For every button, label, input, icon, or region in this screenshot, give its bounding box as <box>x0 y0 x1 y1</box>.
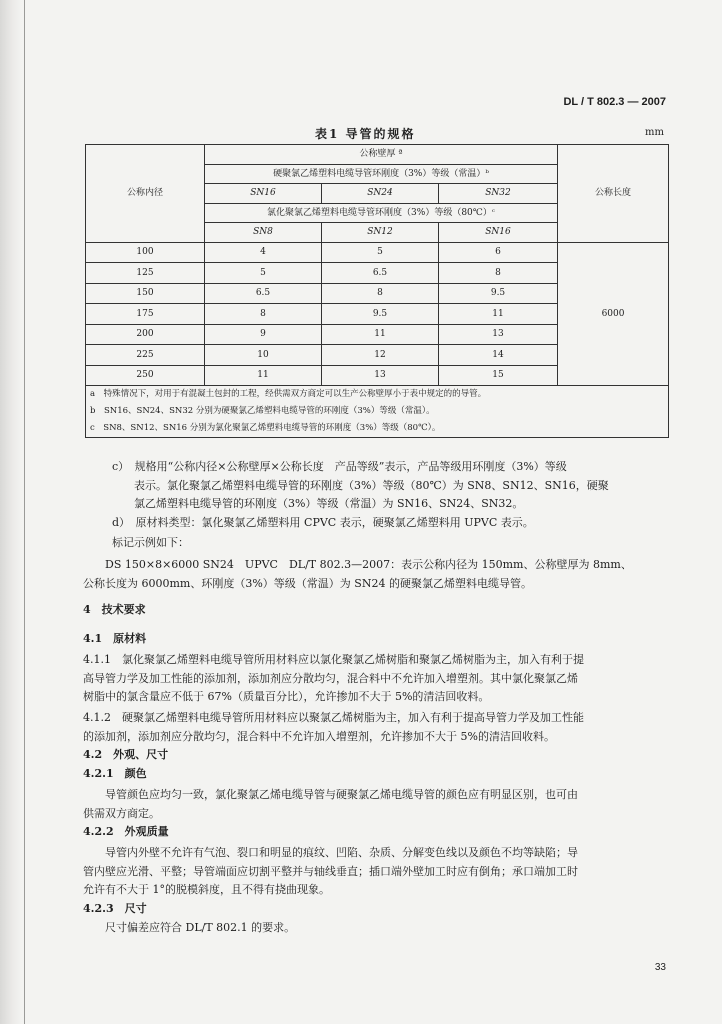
row-value: 9.5 <box>322 304 439 325</box>
table-unit: mm <box>645 127 664 138</box>
row-value: 12 <box>322 345 439 366</box>
clause-line: 高导管力学及加工性能的添加剂，添加剂应分散均匀，混合料中不允许加入增塑剂。其中氯化聚氯乙烯 <box>83 671 578 685</box>
row-value: 9 <box>205 324 322 345</box>
row-diameter: 225 <box>86 345 205 366</box>
clause-line: 4.1.2 硬聚氯乙烯塑料电缆导管所用材料应以聚氯乙烯树脂为主，加入有利于提高导管力学及加工性能 <box>83 711 584 724</box>
row-value: 6 <box>439 242 558 263</box>
header-nominal-thickness: 公称壁厚 ª <box>205 145 558 165</box>
row-diameter: 250 <box>86 365 205 386</box>
row-value: 6.5 <box>322 263 439 284</box>
cpvc-grade: SN8 <box>205 223 322 243</box>
row-value: 9.5 <box>439 283 558 304</box>
row-value: 10 <box>205 345 322 366</box>
table-note: c SN8、SN12、SN16 分别为氯化聚氯乙烯塑料电缆导管的环刚度（3%）等级（80℃）。 <box>90 423 441 433</box>
clause-line: 的添加剂，添加剂应分散均匀，混合料中不允许加入增塑剂，允许掺加不大于 5%的清洁回收料。 <box>83 729 555 743</box>
section-4-2-1-heading: 4.2.1 颜色 <box>83 767 147 780</box>
row-value: 5 <box>205 263 322 284</box>
clause-4-2-3: 尺寸偏差应符合 DL/T 802.1 的要求。 <box>105 921 296 934</box>
example-line: DS 150×8×6000 SN24 UPVC DL/T 802.3—2007：表示公称内径为 150mm、公称壁厚为 8mm、 <box>105 558 632 571</box>
clause-c-line: 氯乙烯塑料电缆导管的环刚度（3%）等级（常温）为 SN16、SN24、SN32。 <box>134 497 524 511</box>
row-value: 6.5 <box>205 283 322 304</box>
table-row <box>86 242 669 263</box>
standard-code: DL / T 802.3 — 2007 <box>563 96 666 108</box>
row-value: 8 <box>322 283 439 304</box>
row-value: 5 <box>322 242 439 263</box>
clause-4-1-2 <box>83 709 584 746</box>
spec-table <box>85 144 669 438</box>
clause-line: 导管颜色应均匀一致，氯化聚氯乙烯电缆导管与硬聚氯乙烯电缆导管的颜色应有明显区别，也可由 <box>105 788 578 801</box>
table-notes <box>86 386 669 438</box>
row-diameter: 200 <box>86 324 205 345</box>
binding-edge <box>24 0 25 1024</box>
clause-line: 允许有不大于 1°的脱模斜度，且不得有挠曲现象。 <box>83 883 330 897</box>
row-diameter: 100 <box>86 242 205 263</box>
section-4-heading: 4 技术要求 <box>83 603 146 616</box>
header-cpvc-grade: 氯化聚氯乙烯塑料电缆导管环刚度（3%）等级（80℃）ᶜ <box>205 203 558 223</box>
row-value: 4 <box>205 242 322 263</box>
row-value: 14 <box>439 345 558 366</box>
clause-4-1-1 <box>83 651 584 707</box>
clause-line: 导管内外壁不允许有气泡、裂口和明显的痕纹、凹陷、杂质、分解变色线以及颜色不均等缺陷；导 <box>105 846 578 859</box>
clause-c-line: c） 规格用“公称内径×公称壁厚×公称长度 产品等级”表示，产品等级用环刚度（3%）等级 <box>112 460 567 473</box>
clause-4-2-2 <box>83 844 578 900</box>
clause-line: 管内壁应光滑、平整；导管端面应切割平整并与轴线垂直；插口端外壁加工时应有倒角；承口端加工时 <box>83 864 578 878</box>
table-title: 表1 导管的规格 <box>315 127 416 141</box>
binding-shadow <box>0 0 22 1024</box>
clause-c-line: 表示。氯化聚氯乙烯塑料电缆导管的环刚度（3%）等级（80℃）为 SN8、SN12、SN16，硬聚 <box>134 478 609 492</box>
table-note: b SN16、SN24、SN32 分别为硬聚氯乙烯塑料电缆导管的环刚度（3%）等级（常温）。 <box>90 406 435 416</box>
row-value: 13 <box>322 365 439 386</box>
length-value: 6000 <box>558 242 669 386</box>
upvc-grade: SN16 <box>205 184 322 204</box>
page-number: 33 <box>654 962 666 973</box>
table-note: a 特殊情况下，对用于有混凝土包封的工程，经供需双方商定可以生产公称壁厚小于表中规定的的导管。 <box>90 389 487 399</box>
header-upvc-grade: 硬聚氯乙烯塑料电缆导管环刚度（3%）等级（常温）ᵇ <box>205 164 558 184</box>
clause-line: 供需双方商定。 <box>83 806 160 820</box>
clause-d: d） 原材料类型：氯化聚氯乙烯塑料用 CPVC 表示，硬聚氯乙烯塑料用 UPVC 表示。 <box>112 516 534 529</box>
row-diameter: 175 <box>86 304 205 325</box>
row-value: 13 <box>439 324 558 345</box>
section-4-2-2-heading: 4.2.2 外观质量 <box>83 825 169 838</box>
upvc-grade: SN32 <box>439 184 558 204</box>
example-text <box>83 556 632 593</box>
row-diameter: 150 <box>86 283 205 304</box>
row-value: 8 <box>205 304 322 325</box>
row-value: 11 <box>439 304 558 325</box>
section-4-2-3-heading: 4.2.3 尺寸 <box>83 902 147 915</box>
row-value: 8 <box>439 263 558 284</box>
row-value: 15 <box>439 365 558 386</box>
cpvc-grade: SN16 <box>439 223 558 243</box>
header-nominal-diameter: 公称内径 <box>86 145 205 243</box>
row-value: 11 <box>205 365 322 386</box>
clause-line: 树脂中的氯含量应不低于 67%（质量百分比），允许掺加不大于 5%的清洁回收料。 <box>83 690 490 704</box>
clause-c <box>112 458 609 514</box>
section-4-1-heading: 4.1 原材料 <box>83 632 147 645</box>
example-label: 标记示例如下： <box>112 536 189 549</box>
row-value: 11 <box>322 324 439 345</box>
header-nominal-length: 公称长度 <box>558 145 669 243</box>
clause-4-2-1 <box>83 786 578 823</box>
clause-line: 4.1.1 氯化聚氯乙烯塑料电缆导管所用材料应以氯化聚氯乙烯树脂和聚氯乙烯树脂为主，加入有利于提 <box>83 653 584 666</box>
example-line: 公称长度为 6000mm、环刚度（3%）等级（常温）为 SN24 的硬聚氯乙烯塑料电缆导管。 <box>83 576 532 590</box>
section-4-2-heading: 4.2 外观、尺寸 <box>83 748 169 761</box>
row-diameter: 125 <box>86 263 205 284</box>
cpvc-grade: SN12 <box>322 223 439 243</box>
upvc-grade: SN24 <box>322 184 439 204</box>
